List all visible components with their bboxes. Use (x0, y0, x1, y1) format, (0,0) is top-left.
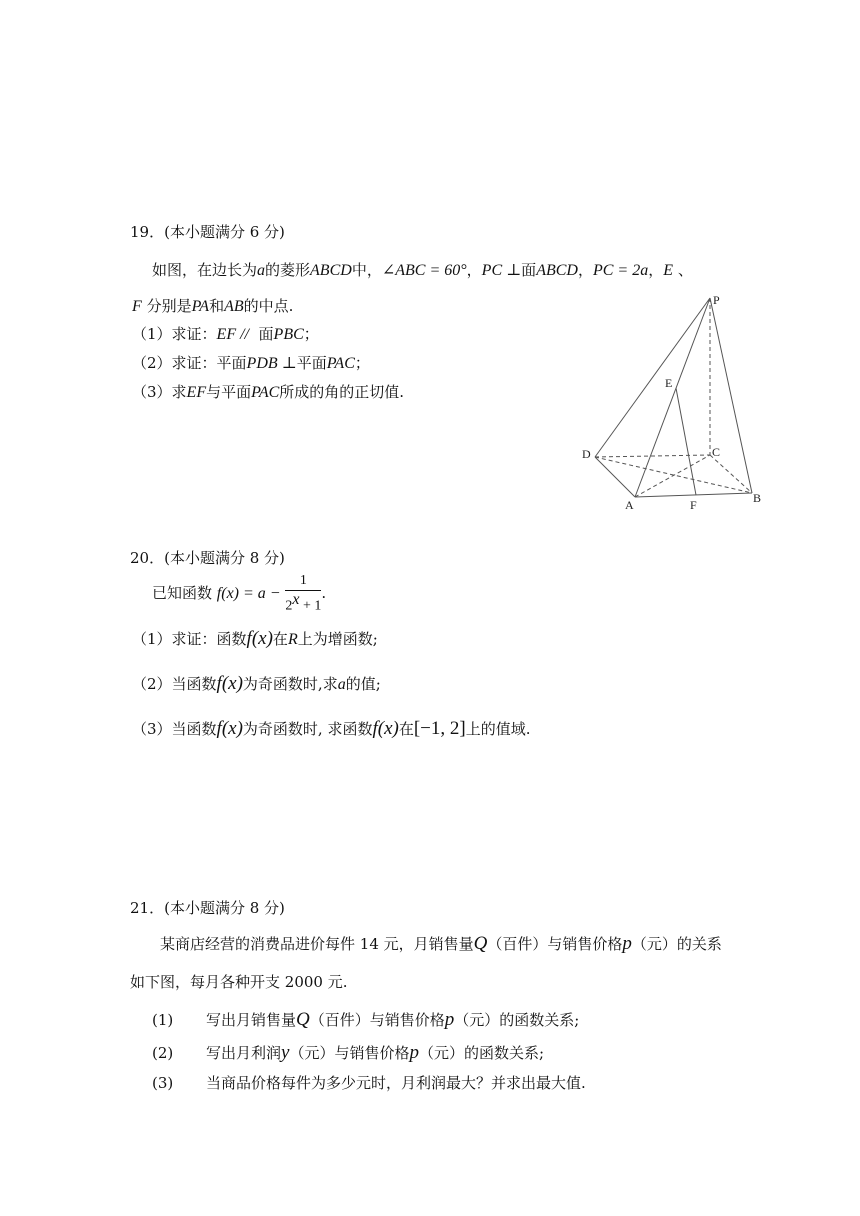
q19-part3 (132, 382, 404, 403)
q21-item2-text: 写出月利润 (206, 1044, 282, 1062)
edge-AC (635, 455, 710, 497)
q20-part3-fx: f(x) (216, 718, 243, 739)
q19-abcd: ABCD (536, 262, 578, 279)
edge-PB (710, 298, 752, 493)
q20-period: . (321, 583, 327, 602)
q19-part2-text: 平面 (296, 354, 327, 372)
q21-item2-num: (2) (152, 1044, 174, 1062)
q21-item2 (152, 1043, 544, 1063)
q20-part3-text: 在 (398, 720, 414, 738)
q20-header: 20．(本小题满分 8 分) (130, 549, 285, 567)
q19-comma: ， (466, 261, 482, 279)
q19-pc-perp: PC ⊥ (481, 262, 522, 279)
q21-intro-text: 某商店经营的消费品进价每件 14 元，月销售量 (160, 935, 474, 953)
pyramid-figure (570, 285, 780, 515)
q19-text: 的中点. (243, 297, 294, 315)
q19-pc-eq: PC = 2a (592, 262, 649, 279)
q19-dun: 、 (677, 261, 693, 279)
q19-intro-line1 (152, 260, 693, 281)
edge-EF (676, 388, 696, 495)
label-B: B (753, 491, 762, 505)
q20-part2-end: 的值; (345, 675, 381, 693)
q20-denominator (285, 591, 321, 616)
q20-part2-text: 为奇函数时,求 (242, 675, 338, 693)
q19-intro-line2 (132, 296, 293, 317)
edge-DA (595, 457, 635, 497)
q19-angle-eq: ∠ABC = 60° (381, 262, 467, 279)
q21-item1 (152, 1010, 579, 1030)
q20-part2-label: （2）当函数 (132, 675, 217, 693)
q21-intro-text: （百件）与销售价格 (487, 935, 623, 953)
q20-part3 (132, 719, 531, 739)
q20-numerator: 1 (285, 572, 321, 591)
edge-PD (595, 298, 710, 457)
q21-item1-text: 写出月销售量 (206, 1011, 297, 1029)
label-A: A (625, 498, 634, 512)
q20-part2-fx: f(x) (216, 673, 243, 694)
q19-part2-end: ； (354, 354, 370, 372)
q21-intro-text: （元）的关系 (631, 935, 722, 953)
label-E: E (665, 376, 673, 390)
q20-part2-a: a (337, 676, 346, 693)
q19-part3-label: （3）求 (132, 383, 187, 401)
q19-text: 分别是 (146, 297, 192, 315)
q20-part1 (132, 629, 378, 650)
edge-CB (710, 455, 752, 493)
q19-part2 (132, 353, 370, 374)
q21-item1-num: (1) (152, 1011, 174, 1029)
q21-Q: Q (473, 933, 488, 954)
q20-part1-fx: f(x) (246, 628, 273, 649)
q20-part1-text: 在 (272, 630, 288, 648)
q19-header: 19．(本小题满分 6 分) (130, 223, 285, 241)
q20-part1-label: （1）求证：函数 (132, 630, 247, 648)
q20-given-text: 已知函数 (152, 583, 213, 602)
label-C: C (712, 445, 721, 459)
q21-p: p (622, 933, 632, 954)
q20-part3-label: （3）当函数 (132, 720, 217, 738)
q21-header: 21．(本小题满分 8 分) (130, 899, 285, 917)
q19-part1-text: 面 (258, 325, 274, 343)
q19-intro-text: 中， (351, 261, 382, 279)
q21-item3 (152, 1073, 586, 1093)
q19-F: F (132, 298, 142, 315)
q20-part1-R: R (287, 631, 298, 648)
q21-item2-text: （元）的函数关系; (418, 1044, 545, 1062)
q21-item3-text: 当商品价格每件为多少元时，月利润最大？并求出最大值. (206, 1074, 586, 1092)
label-D: D (582, 447, 591, 461)
q19-comma: ， (648, 261, 664, 279)
q19-abcd: ABCD (310, 262, 352, 279)
q19-part3-end: 所成的角的正切值. (279, 383, 405, 401)
q19-mian: 面 (521, 261, 537, 279)
q19-part1-end: ； (303, 325, 319, 343)
q21-item2-text: （元）与销售价格 (289, 1044, 410, 1062)
q21-intro-line2: 如下图，每月各种开支 2000 元. (130, 973, 348, 991)
q21-item2-y: y (281, 1042, 290, 1063)
q21-item1-text: （元）的函数关系; (454, 1011, 580, 1029)
q19-part1-math: EF // (216, 326, 249, 343)
q19-part3-text: 与平面 (206, 383, 252, 401)
q20-part3-interval: [−1, 2] (413, 718, 466, 739)
q21-item1-Q: Q (296, 1009, 310, 1030)
q19-part1-math: PBC (273, 326, 304, 343)
q20-fx: f(x) = a − (216, 584, 281, 602)
q20-part2 (132, 674, 381, 695)
q19-part2-label: （2）求证：平面 (132, 354, 247, 372)
q19-comma: ， (577, 261, 593, 279)
q20-given (152, 572, 326, 616)
q20-part3-text: 为奇函数时, 求函数 (242, 720, 373, 738)
edge-DC (595, 455, 710, 457)
q21-item1-p: p (444, 1009, 455, 1030)
label-F: F (690, 498, 697, 512)
q21-item1-text: （百件）与销售价格 (309, 1011, 445, 1029)
q19-part2-math: PDB ⊥ (246, 355, 297, 372)
q21-intro-line1 (160, 934, 722, 954)
q20-part3-fx2: f(x) (372, 718, 399, 739)
edge-AB (635, 493, 752, 497)
label-P: P (713, 293, 720, 307)
q21-item3-num: (3) (152, 1074, 174, 1092)
edge-DB (595, 457, 752, 493)
q19-part1-label: （1）求证： (132, 325, 217, 343)
q20-den-exp: x (292, 591, 300, 608)
q20-den-base: 2 (285, 598, 293, 614)
q19-part3-math: PAC (251, 384, 280, 401)
q20-part1-end: 上为增函数; (297, 630, 378, 648)
q20-fraction (285, 572, 321, 616)
q19-var-a: a (257, 262, 266, 279)
q19-PA: PA (191, 298, 210, 315)
q19-text: 和 (209, 297, 225, 315)
q20-part3-end: 上的值域. (465, 720, 531, 738)
edge-PA (635, 298, 710, 497)
q21-item2-p: p (409, 1042, 419, 1063)
q20-den-rest: + 1 (299, 598, 322, 614)
q19-intro-text: 如图，在边长为 (152, 261, 258, 279)
q19-intro-text: 的菱形 (265, 261, 311, 279)
q19-E: E (663, 262, 674, 279)
q19-AB: AB (224, 298, 244, 315)
q19-part2-math: PAC (326, 355, 355, 372)
q19-part3-math: EF (186, 384, 207, 401)
q19-part1 (132, 324, 319, 345)
